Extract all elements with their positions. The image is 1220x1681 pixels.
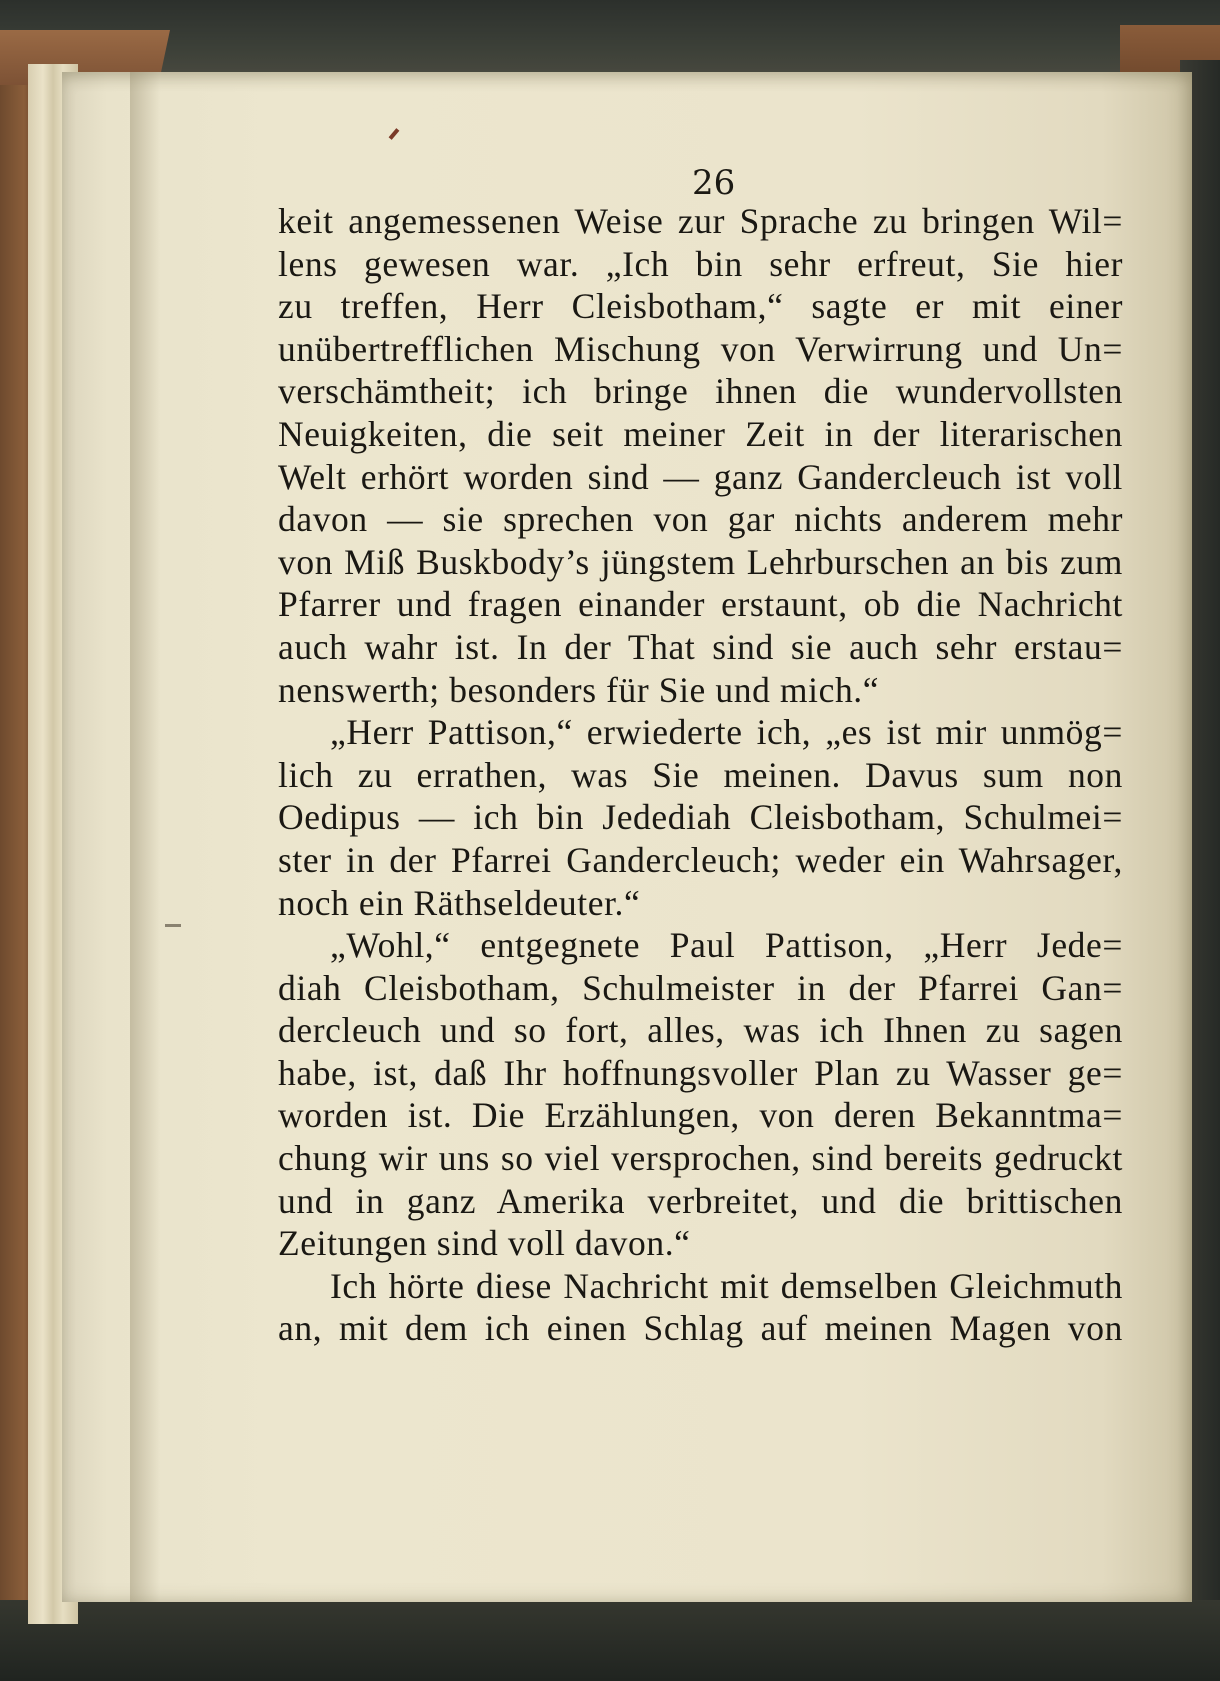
text-line: „Wohl,“ entgegnete Paul Pattison, „Herr Jede= [330, 925, 1123, 966]
text-line: und in ganz Amerika verbreitet, und die brittischen [278, 1180, 1123, 1221]
text-line: unübertrefflichen Mischung von Verwirrung und Un= [278, 328, 1123, 369]
book-cover-top [0, 0, 1220, 80]
text-line: dercleuch und so fort, alles, was ich Ihnen zu sagen [278, 1010, 1123, 1051]
text-line: von Miß Buskbody’s jüngstem Lehrburschen an bis zum [278, 541, 1123, 582]
text-line: davon — sie sprechen von gar nichts anderem mehr [278, 499, 1123, 540]
page-gutter-shadow [130, 72, 160, 1602]
text-line: keit angemessenen Weise zur Sprache zu bringen Wil= [278, 201, 1123, 241]
text-line: Neuigkeiten, die seit meiner Zeit in der literarischen [278, 413, 1123, 454]
text-line: Oedipus — ich bin Jedediah Cleisbotham, Schulmei= [278, 797, 1123, 838]
page-number: 26 [692, 163, 736, 203]
text-line: noch ein Räthseldeuter.“ [278, 882, 641, 923]
text-line: chung wir uns so viel versprochen, sind bereits gedruckt [278, 1138, 1123, 1179]
body-text [278, 200, 1123, 1350]
text-line: „Herr Pattison,“ erwiederte ich, „es ist mir unmög= [330, 712, 1123, 753]
text-line: Ich hörte diese Nachricht mit demselben Gleichmuth [330, 1265, 1123, 1306]
text-line: lens gewesen war. „Ich bin sehr erfreut, Sie hier [278, 243, 1123, 284]
book-cover-bottom [0, 1600, 1220, 1681]
text-line: Pfarrer und fragen einander erstaunt, ob die Nachricht [278, 584, 1123, 625]
text-line: nenswerth; besonders für Sie und mich.“ [278, 669, 880, 710]
text-line: verschämtheit; ich bringe ihnen die wundervollsten [278, 371, 1123, 412]
text-line: zu treffen, Herr Cleisbotham,“ sagte er mit einer [278, 286, 1123, 327]
text-line: Zeitungen sind voll davon.“ [278, 1223, 691, 1264]
text-line: habe, ist, daß Ihr hoffnungsvoller Plan zu Wasser ge= [278, 1052, 1123, 1093]
margin-dash [165, 924, 181, 927]
text-line: diah Cleisbotham, Schulmeister in der Pfarrei Gan= [278, 967, 1123, 1008]
text-line: Welt erhört worden sind — ganz Gandercleuch ist voll [278, 456, 1123, 497]
text-line: auch wahr ist. In der That sind sie auch sehr erstau= [278, 626, 1123, 667]
text-line: ster in der Pfarrei Gandercleuch; weder ein Wahrsager, [278, 839, 1123, 880]
text-line: lich zu errathen, was Sie meinen. Davus sum non [278, 754, 1123, 795]
text-line: an, mit dem ich einen Schlag auf meinen Magen von [278, 1308, 1123, 1349]
text-line: worden ist. Die Erzählungen, von deren Bekanntma= [278, 1095, 1123, 1136]
